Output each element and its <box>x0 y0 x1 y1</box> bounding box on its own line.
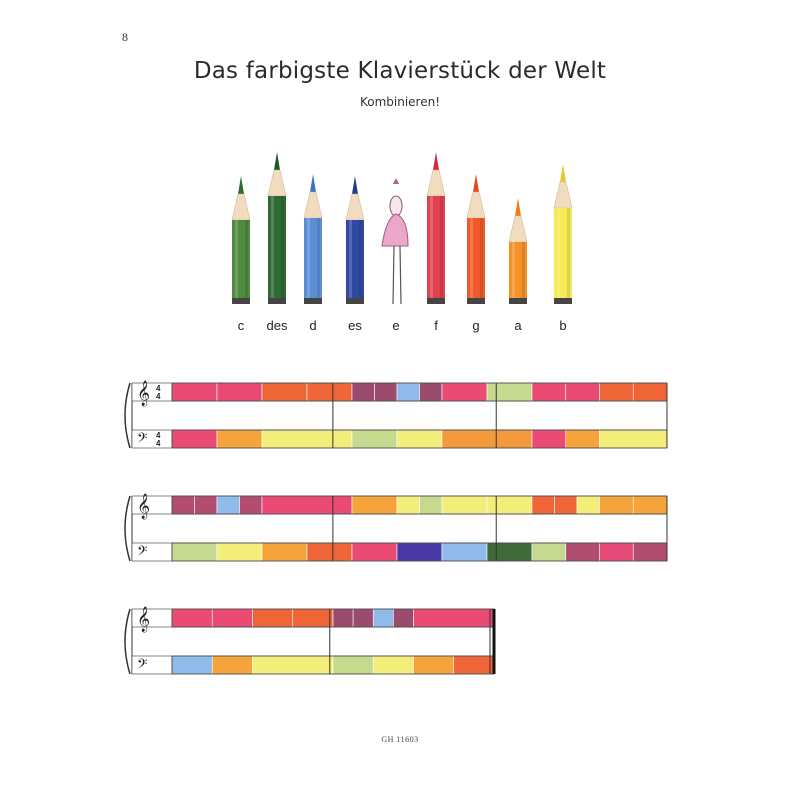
color-cell <box>393 609 413 627</box>
color-cell <box>212 656 252 674</box>
color-cell <box>397 496 420 514</box>
treble-row <box>172 496 667 514</box>
color-cell <box>375 383 398 401</box>
color-cell <box>217 430 262 448</box>
bass-clef-icon: 𝄢 <box>137 656 148 675</box>
color-cell <box>352 543 397 561</box>
color-cell <box>333 656 373 674</box>
color-cell <box>487 496 532 514</box>
page-number: 8 <box>122 30 128 44</box>
color-cell <box>217 383 262 401</box>
color-cell <box>262 430 352 448</box>
note-label-d: d <box>309 318 317 333</box>
color-cell <box>352 430 397 448</box>
color-cell <box>487 543 532 561</box>
color-cell <box>172 430 217 448</box>
svg-text:4: 4 <box>156 392 161 401</box>
color-cell <box>487 383 532 401</box>
score-system-2 <box>125 493 667 562</box>
page-title: Das farbigste Klavierstück der Welt <box>193 58 607 84</box>
color-cell <box>414 609 495 627</box>
color-cell <box>373 656 413 674</box>
note-label-c: c <box>237 318 245 333</box>
treble-clef-icon: 𝄞 <box>137 494 151 519</box>
color-cell <box>532 383 566 401</box>
color-cell <box>442 430 532 448</box>
catalog-code: GH 11603 <box>381 735 419 744</box>
time-signature: 4 <box>156 384 161 393</box>
color-cell <box>566 543 600 561</box>
color-cell <box>373 609 393 627</box>
treble-row <box>172 609 494 627</box>
bass-row <box>172 430 667 448</box>
note-label-des: des <box>266 318 288 333</box>
color-cell <box>633 383 667 401</box>
note-label-e: e <box>392 318 400 333</box>
color-cell <box>195 496 218 514</box>
color-cell <box>600 383 634 401</box>
color-cell <box>442 496 487 514</box>
color-cell <box>172 383 217 401</box>
color-cell <box>352 383 375 401</box>
bass-clef-icon: 𝄢 <box>137 543 148 562</box>
color-cell <box>262 496 352 514</box>
treble-clef-icon: 𝄞 <box>137 381 151 406</box>
color-cell <box>555 496 578 514</box>
svg-text:4: 4 <box>156 439 161 448</box>
bass-row <box>172 543 667 561</box>
note-label-a: a <box>514 318 522 333</box>
system-brace <box>125 383 130 448</box>
system-brace <box>125 609 130 674</box>
treble-row <box>172 383 667 401</box>
color-cell <box>262 543 307 561</box>
color-cell <box>212 609 252 627</box>
color-cell <box>353 609 373 627</box>
note-label-es: es <box>348 318 362 333</box>
bass-clef-icon: 𝄢 <box>137 430 148 449</box>
treble-clef-icon: 𝄞 <box>137 607 151 632</box>
color-cell <box>532 496 555 514</box>
color-cell <box>397 383 420 401</box>
color-cell <box>253 656 334 674</box>
color-cell <box>600 496 634 514</box>
color-cell <box>172 543 217 561</box>
color-cell <box>397 430 442 448</box>
color-cell <box>172 656 212 674</box>
score-system-3 <box>125 606 494 675</box>
color-cell <box>352 496 397 514</box>
color-cell <box>633 496 667 514</box>
color-cell <box>293 609 333 627</box>
color-cell <box>442 383 487 401</box>
color-cell <box>262 383 307 401</box>
page-subtitle: Kombinieren! <box>359 95 441 109</box>
color-cell <box>600 543 634 561</box>
color-cell <box>307 383 352 401</box>
time-signature: 4 <box>156 431 161 440</box>
color-cell <box>253 609 293 627</box>
color-cell <box>240 496 263 514</box>
bass-row <box>172 656 494 674</box>
color-cell <box>420 496 443 514</box>
color-cell <box>217 543 262 561</box>
note-label-f: f <box>434 318 438 333</box>
color-cell <box>566 430 600 448</box>
note-label-g: g <box>472 318 480 333</box>
color-cell <box>217 496 240 514</box>
color-cell <box>307 543 352 561</box>
color-cell <box>333 609 353 627</box>
color-cell <box>420 383 443 401</box>
color-cell <box>577 496 600 514</box>
color-cell <box>172 609 212 627</box>
color-cell <box>566 383 600 401</box>
color-cell <box>532 430 566 448</box>
score-system-1 <box>125 380 667 449</box>
color-cell <box>442 543 487 561</box>
color-cell <box>414 656 454 674</box>
system-brace <box>125 496 130 561</box>
color-cell <box>397 543 442 561</box>
color-cell <box>633 543 667 561</box>
color-cell <box>172 496 195 514</box>
color-cell <box>532 543 566 561</box>
color-cell <box>600 430 668 448</box>
note-label-b: b <box>559 318 567 333</box>
color-cell <box>454 656 494 674</box>
